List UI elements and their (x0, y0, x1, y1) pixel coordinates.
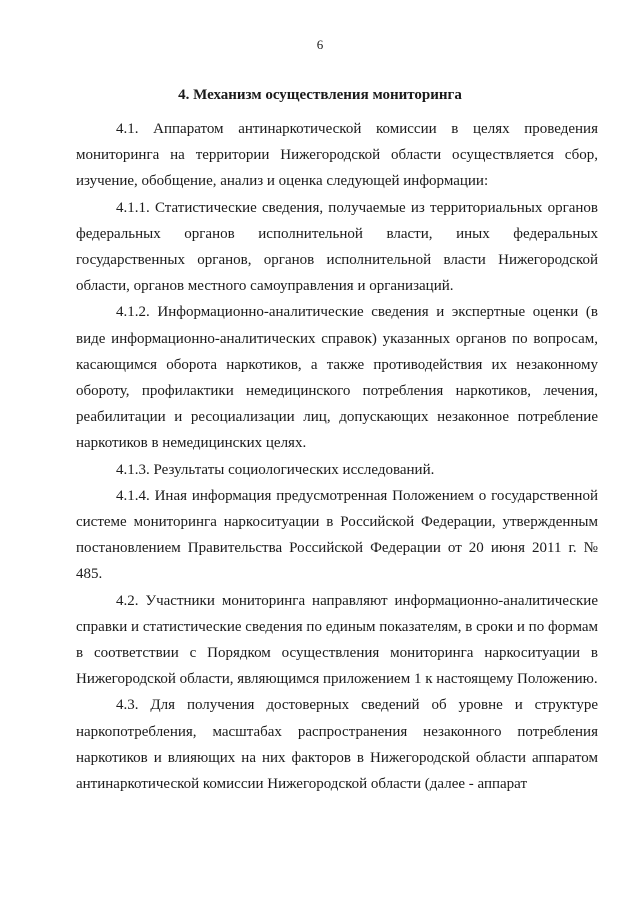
paragraph-4-3: 4.3. Для получения достоверных сведений об уровне и структуре наркопотребления, масштабах распространения незаконного потребления наркотиков и влияющих на них факторов в Нижегородской области аппаратом антинаркотической комиссии Нижегородской области (далее - аппарат (76, 697, 598, 793)
paragraph-4-1: 4.1. Аппаратом антинаркотической комиссии в целях проведения мониторинга на территории Нижегородской области осуществляется сбор, изучение, обобщение, анализ и оценка следующей информации: (76, 121, 598, 190)
paragraph-4-1-2: 4.1.2. Информационно-аналитические сведения и экспертные оценки (в виде информационно-аналитических справок) указанных органов по вопросам, касающимся оборота наркотиков, а также противодействия их незаконному обороту, профилактики немедицинского потребления наркотиков, лечения, реабилитации и ресоциализации лиц, допускающих незаконное потребление наркотиков в немедицинских целях. (76, 304, 598, 452)
paragraph-4-2: 4.2. Участники мониторинга направляют информационно-аналитические справки и статистические сведения по единым показателям, в сроки и по формам в соответствии с Порядком осуществления мониторинга наркоситуации в Нижегородской области, являющимся приложением 1 к настоящему Положению. (76, 592, 598, 688)
page-number: 6 (316, 37, 324, 52)
paragraph-4-1-3: 4.1.3. Результаты социологических исследований. (116, 461, 435, 478)
document-body (76, 116, 598, 797)
paragraph-4-1-1: 4.1.1. Статистические сведения, получаемые из территориальных органов федеральных органов исполнительной власти, иных федеральных государственных органов, органов исполнительной власти Нижегородской области, органов местного самоуправления и организаций. (76, 199, 598, 295)
section-heading: 4. Механизм осуществления мониторинга (178, 87, 462, 103)
paragraph-4-1-4: 4.1.4. Иная информация предусмотренная Положением о государственной системе мониторинга наркоситуации в Российской Федерации, утвержденным постановлением Правительства Российской Федерации от 20 июня 2011 г. № 485. (76, 487, 598, 583)
